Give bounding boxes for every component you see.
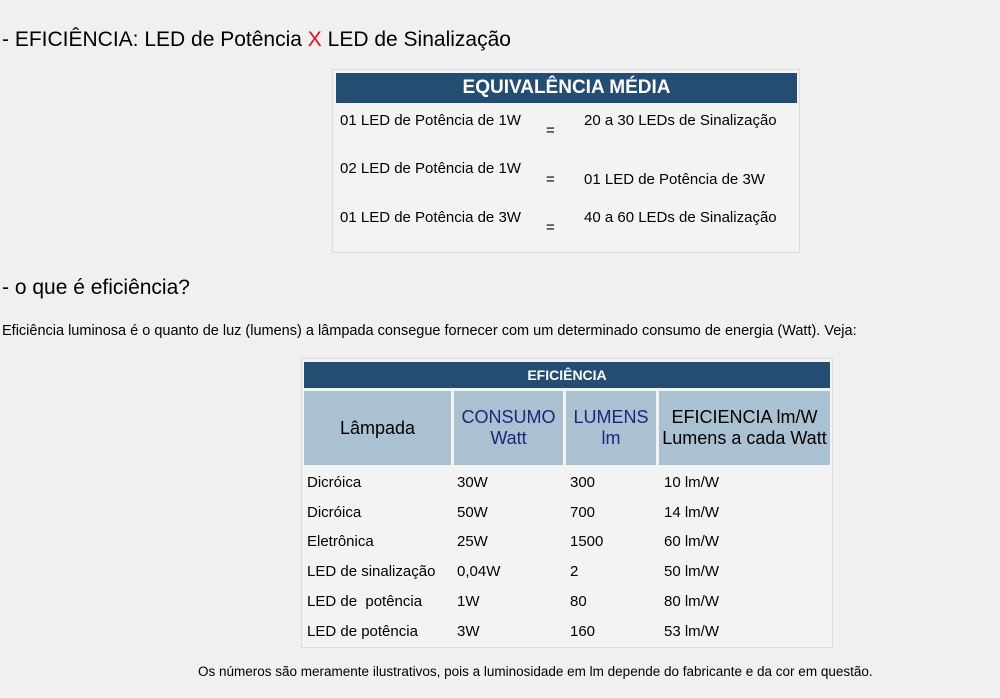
cell-lumens: 80	[570, 593, 587, 610]
equivalence-equals: =	[546, 122, 555, 139]
heading-x: X	[307, 28, 322, 51]
efficiency-description: Eficiência luminosa é o quanto de luz (lumens) a lâmpada consegue fornecer com um determinado consumo de energia (Watt). Veja:	[2, 323, 857, 339]
equivalence-equals: =	[546, 219, 555, 236]
heading-suffix: LED de Sinalização	[327, 28, 511, 51]
equivalence-row	[333, 158, 801, 206]
cell-consumo: 1W	[457, 593, 480, 610]
equivalence-left: 02 LED de Potência de 1W	[340, 160, 521, 177]
cell-consumo: 30W	[457, 474, 488, 491]
cell-consumo: 0,04W	[457, 563, 501, 580]
cell-lampada: Dicróica	[307, 474, 362, 491]
cell-lampada: Eletrônica	[307, 533, 374, 550]
cell-eficiencia: 14 lm/W	[664, 504, 720, 521]
cell-lumens: 160	[570, 623, 596, 640]
cell-eficiencia: 53 lm/W	[664, 623, 720, 640]
cell-lumens: 2	[570, 563, 579, 580]
cell-eficiencia: 10 lm/W	[664, 474, 720, 491]
cell-eficiencia: 80 lm/W	[664, 593, 720, 610]
equivalence-table	[332, 69, 800, 253]
cell-lumens: 300	[570, 474, 596, 491]
heading-efficiency-comparison	[2, 27, 511, 53]
cell-consumo: 50W	[457, 504, 488, 521]
cell-eficiencia: 50 lm/W	[664, 563, 720, 580]
efficiency-table-title: EFICIÊNCIA	[304, 362, 830, 388]
header-consumo: CONSUMO Watt	[454, 391, 563, 465]
equivalence-right: 20 a 30 LEDs de Sinalização	[584, 112, 777, 129]
equivalence-equals: =	[546, 171, 555, 188]
header-eficiencia: EFICIENCIA lm/W Lumens a cada Watt	[659, 391, 830, 465]
table-row	[302, 557, 834, 587]
equivalence-right: 40 a 60 LEDs de Sinalização	[584, 209, 777, 226]
header-lampada: Lâmpada	[304, 391, 451, 465]
cell-lampada: LED de sinalização	[307, 563, 436, 580]
heading-prefix: - EFICIÊNCIA: LED de Potência	[2, 28, 302, 51]
cell-lampada: Dicróica	[307, 504, 362, 521]
equivalence-row	[333, 110, 801, 158]
table-row	[302, 498, 834, 528]
cell-lampada: LED de potência	[307, 623, 418, 640]
cell-eficiencia: 60 lm/W	[664, 533, 720, 550]
cell-lumens: 700	[570, 504, 596, 521]
cell-lampada: LED de potência	[307, 593, 423, 610]
table-row	[302, 587, 834, 617]
footnote: Os números são meramente ilustrativos, pois a luminosidade em lm depende do fabricante e da cor em questão.	[198, 664, 873, 679]
header-lumens: LUMENS lm	[566, 391, 656, 465]
cell-consumo: 25W	[457, 533, 488, 550]
equivalence-table-title: EQUIVALÊNCIA MÉDIA	[336, 73, 797, 103]
cell-lumens: 1500	[570, 533, 604, 550]
heading-what-is-efficiency: - o que é eficiência?	[2, 276, 190, 299]
table-row	[302, 468, 834, 498]
table-row	[302, 617, 834, 647]
equivalence-left: 01 LED de Potência de 1W	[340, 112, 521, 129]
equivalence-row	[333, 207, 801, 255]
equivalence-left: 01 LED de Potência de 3W	[340, 209, 521, 226]
cell-consumo: 3W	[457, 623, 480, 640]
efficiency-table	[301, 358, 833, 648]
equivalence-right: 01 LED de Potência de 3W	[584, 171, 765, 188]
table-row	[302, 527, 834, 557]
